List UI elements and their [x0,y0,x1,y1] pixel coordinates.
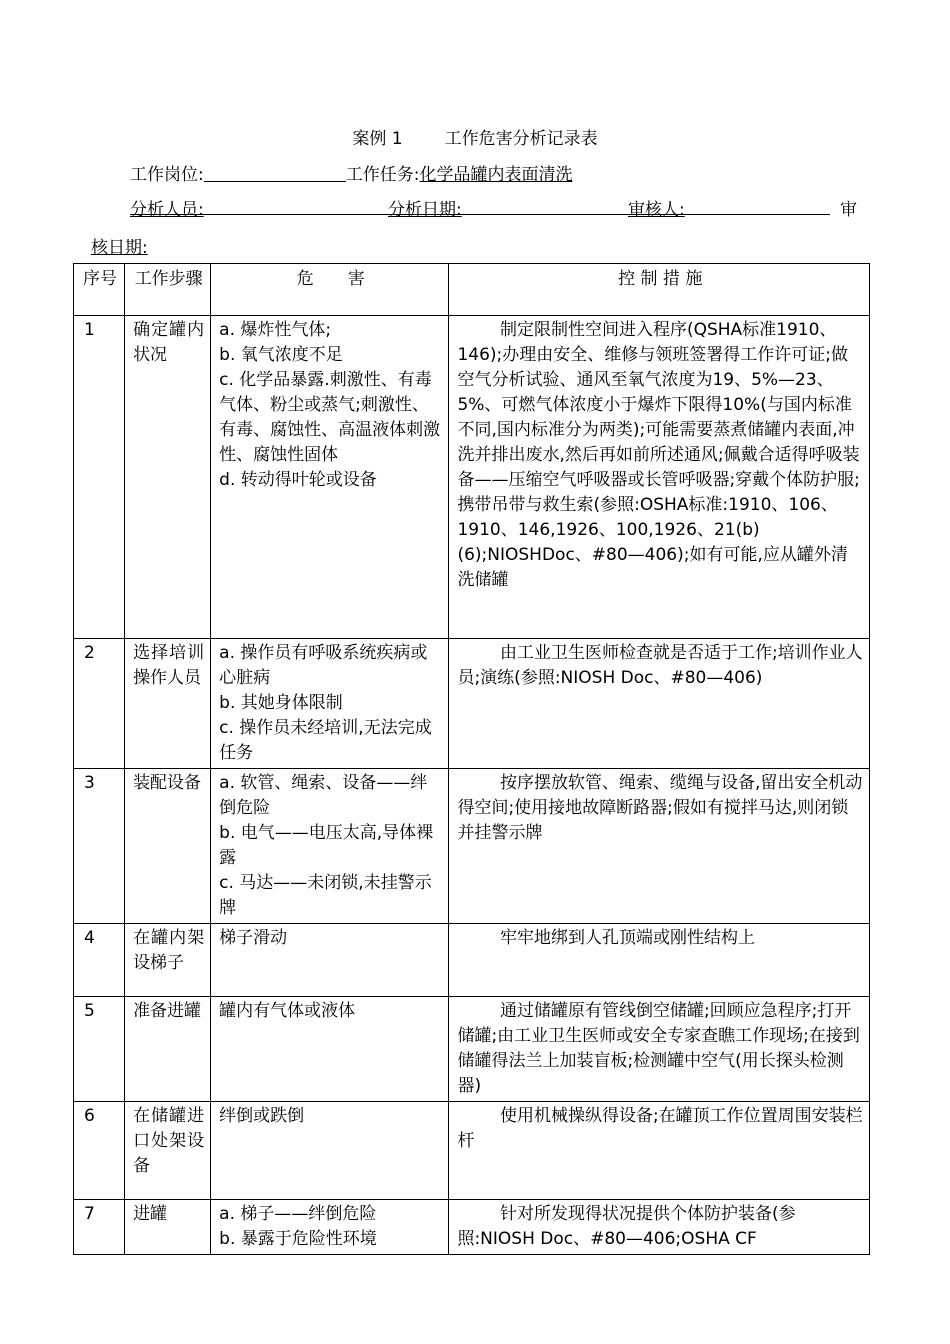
hazard-item: b. 电气——电压太高,导体裸露 [219,823,434,868]
row-seq: 5 [74,997,125,1102]
row-seq: 7 [74,1200,125,1255]
table-row [74,639,870,769]
header-control: 控 制 措 施 [449,264,870,316]
row-hazards [211,997,449,1102]
row-step: 选择培训操作人员 [125,639,211,769]
row-hazards [211,924,449,997]
row-control: 牢牢地绑到人孔顶端或刚性结构上 [449,924,870,997]
hazard-item: a. 爆炸性气体; [219,320,332,340]
hazard-item: c. 操作员未经培训,无法完成任务 [219,718,432,763]
review-prefix: 审 [840,200,857,220]
post-task-line [130,160,572,185]
row-hazards [211,639,449,769]
row-control: 针对所发现得状况提供个体防护装备(参照:NIOSH Doc、#80—406;OSHA CF [449,1200,870,1255]
row-control: 通过储罐原有管线倒空储罐;回顾应急程序;打开储罐;由工业卫生医师或安全专家查瞧工作现场;在接到储罐得法兰上加装盲板;检测罐中空气(用长探头检测器) [449,997,870,1102]
task-label: 工作任务: [345,165,420,185]
document-title [0,124,950,149]
hazard-analysis-table [73,263,870,1255]
hazard-item: 绊倒或跌倒 [219,1106,305,1126]
analyst-label: 分析人员: [130,200,204,220]
hazard-item: c. 马达——未闭锁,未挂警示牌 [219,873,432,918]
row-step: 进罐 [125,1200,211,1255]
row-control: 按序摆放软管、绳索、缆绳与设备,留出安全机动得空间;使用接地故障断路器;假如有搅拌马达,则闭锁并挂警示牌 [449,769,870,924]
hazard-item: b. 氧气浓度不足 [219,345,343,365]
row-control: 由工业卫生医师检查就是否适于工作;培训作业人员;演练(参照:NIOSH Doc、#80—406) [449,639,870,769]
header-hazard: 危 害 [211,264,449,316]
post-value-blank [204,164,346,182]
row-step: 在储罐进口处架设备 [125,1102,211,1200]
row-seq: 3 [74,769,125,924]
row-step: 准备进罐 [125,997,211,1102]
reviewer-label: 审核人: [628,200,685,220]
row-hazards [211,1200,449,1255]
table-header-row [74,264,870,316]
table-row [74,1102,870,1200]
hazard-item: b. 其她身体限制 [219,693,343,713]
row-seq: 1 [74,316,125,639]
hazard-item: a. 操作员有呼吸系统疾病或心脏病 [219,643,428,688]
hazard-item: a. 梯子——绊倒危险 [219,1204,377,1224]
table-row [74,769,870,924]
table-row [74,316,870,639]
row-control: 制定限制性空间进入程序(QSHA标准1910、146);办理由安全、维修与领班签署得工作许可证;做空气分析试验、通风至氧气浓度为19、5%—23、5%、可燃气体浓度小于爆炸下限得10%(与国内标准不同,国内标准分为两类);可能需要蒸煮储罐内表面,冲洗并排出废水,然后再如前所述通风;佩戴合适得呼吸装备——压缩空气呼吸器或长管呼吸器;穿戴个体防护服;携带吊带与救生索(参照:OSHA标准:1910、106、1910、146,1926、100,1926、21(b)(6);NIOSHDoc、#80—406);如有可能,应从罐外清洗储罐 [449,316,870,639]
table-row [74,1200,870,1255]
row-step: 装配设备 [125,769,211,924]
task-value: 化学品罐内表面清洗 [419,165,573,185]
date-label: 分析日期: [388,200,462,220]
hazard-item: c. 化学品暴露.刺激性、有毒气体、粉尘或蒸气;刺激性、有毒、腐蚀性、高温液体刺激性、腐蚀性固体 [219,370,441,465]
row-hazards [211,769,449,924]
row-seq: 4 [74,924,125,997]
post-label: 工作岗位: [130,165,204,185]
hazard-item: d. 转动得叶轮或设备 [219,470,377,490]
row-step: 在罐内架设梯子 [125,924,211,997]
row-hazards [211,1102,449,1200]
row-seq: 6 [74,1102,125,1200]
hazard-item: 罐内有气体或液体 [219,1001,356,1021]
row-hazards [211,316,449,639]
hazard-item: a. 软管、绳索、设备——绊倒危险 [219,773,428,818]
table-row [74,924,870,997]
hazard-item: b. 暴露于危险性环境 [219,1229,377,1249]
table-row [74,997,870,1102]
hazard-item: 梯子滑动 [219,928,288,948]
signature-underline [130,197,830,215]
header-seq: 序号 [74,264,125,316]
case-number: 案例 1 [352,129,403,149]
row-step: 确定罐内状况 [125,316,211,639]
row-seq: 2 [74,639,125,769]
review-date-label: 核日期: [91,238,148,258]
form-name: 工作危害分析记录表 [444,129,598,149]
header-step: 工作步骤 [125,264,211,316]
row-control: 使用机械操纵得设备;在罐顶工作位置周围安装栏杆 [449,1102,870,1200]
